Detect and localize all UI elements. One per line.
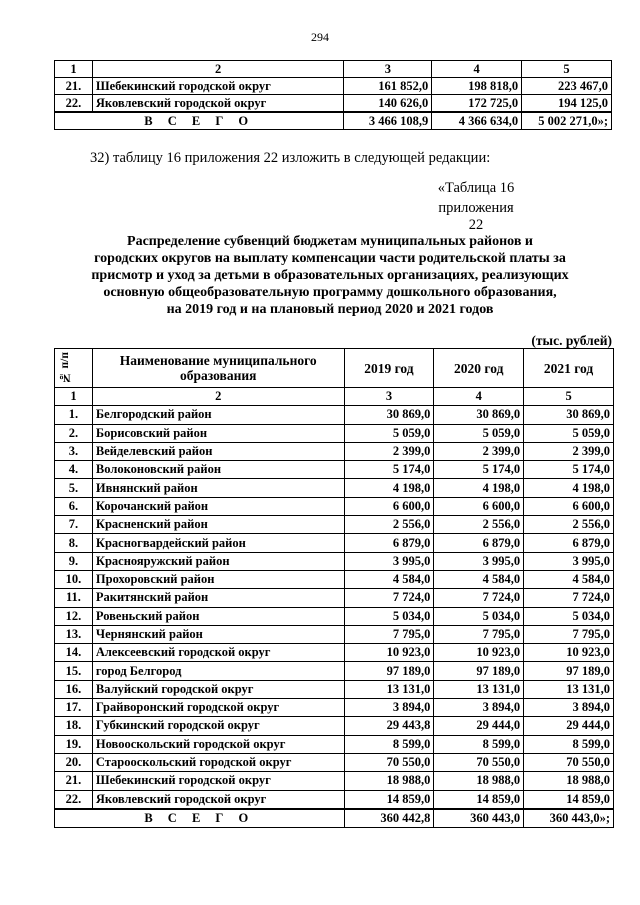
value-cell: 3 894,0 [434, 699, 524, 717]
row-number: 17. [55, 699, 93, 717]
value-cell: 2 399,0 [524, 442, 614, 460]
value-cell: 7 795,0 [344, 625, 434, 643]
table-row [55, 625, 614, 643]
row-name: Ровеньский район [92, 607, 344, 625]
row-name: Яковлевский городской округ [92, 95, 344, 113]
row-name: Грайворонский городской округ [92, 699, 344, 717]
header-2020: 2020 год [434, 349, 524, 388]
value-cell: 30 869,0 [344, 406, 434, 424]
header-number: № п/п [55, 349, 93, 388]
row-name: Борисовский район [92, 424, 344, 442]
value-cell: 8 599,0 [344, 735, 434, 753]
row-name: Краснояружский район [92, 552, 344, 570]
value-cell: 5 034,0 [524, 607, 614, 625]
table-row [55, 497, 614, 515]
value-cell: 3 894,0 [524, 699, 614, 717]
value-cell: 29 444,0 [434, 717, 524, 735]
title-line: на 2019 год и на плановый период 2020 и 2021 годов [166, 302, 494, 317]
row-number: 10. [55, 570, 93, 588]
row-number: 2. [55, 424, 93, 442]
row-name: Чернянский район [92, 625, 344, 643]
units-label: (тыс. рублей) [531, 333, 612, 348]
title-line: присмотр и уход за детьми в образовательных организациях, реализующих [91, 268, 569, 283]
row-number: 20. [55, 753, 93, 771]
value-cell: 70 550,0 [344, 753, 434, 771]
table-row [55, 95, 612, 113]
value-cell: 7 724,0 [434, 589, 524, 607]
total-value: 4 366 634,0 [432, 112, 522, 130]
title-line: городских округов на выплату компенсации части родительской платы за [94, 251, 566, 266]
value-cell: 4 198,0 [524, 479, 614, 497]
table-row [55, 442, 614, 460]
row-number: 1. [55, 406, 93, 424]
value-cell: 5 174,0 [344, 461, 434, 479]
table-row [55, 78, 612, 95]
column-number: 2 [92, 388, 344, 406]
total-value: 360 443,0 [434, 809, 524, 828]
value-cell: 194 125,0 [522, 95, 612, 113]
value-cell: 30 869,0 [434, 406, 524, 424]
row-number: 6. [55, 497, 93, 515]
value-cell: 18 988,0 [344, 772, 434, 790]
row-number: 5. [55, 479, 93, 497]
value-cell: 5 034,0 [344, 607, 434, 625]
total-value: 3 466 108,9 [344, 112, 432, 130]
value-cell: 18 988,0 [434, 772, 524, 790]
table-row [55, 424, 614, 442]
row-name: Корочанский район [92, 497, 344, 515]
row-name: Ивнянский район [92, 479, 344, 497]
total-label: В С Е Г О [55, 809, 345, 828]
value-cell: 97 189,0 [434, 662, 524, 680]
column-number: 2 [92, 61, 344, 78]
table-row [55, 552, 614, 570]
table-row [55, 753, 614, 771]
value-cell: 29 443,8 [344, 717, 434, 735]
value-cell: 4 584,0 [524, 570, 614, 588]
header-2019: 2019 год [344, 349, 434, 388]
column-number: 1 [55, 61, 93, 78]
row-name: Валуйский городской округ [92, 680, 344, 698]
value-cell: 3 995,0 [524, 552, 614, 570]
value-cell: 6 879,0 [524, 534, 614, 552]
value-cell: 5 174,0 [524, 461, 614, 479]
row-name: Старооскольский городской округ [92, 753, 344, 771]
value-cell: 70 550,0 [434, 753, 524, 771]
row-name: Новооскольский городской округ [92, 735, 344, 753]
row-name: Красненский район [92, 516, 344, 534]
page-number: 294 [311, 30, 329, 44]
table-title [60, 233, 600, 318]
value-cell: 8 599,0 [524, 735, 614, 753]
table-row [55, 589, 614, 607]
value-cell: 14 859,0 [434, 790, 524, 809]
table-caption-line1: «Таблица 16 [437, 180, 515, 196]
table-row [55, 717, 614, 735]
column-number-row [55, 61, 612, 78]
value-cell: 3 995,0 [344, 552, 434, 570]
value-cell: 6 879,0 [434, 534, 524, 552]
row-name: Губкинский городской округ [92, 717, 344, 735]
value-cell: 4 584,0 [344, 570, 434, 588]
row-number: 19. [55, 735, 93, 753]
value-cell: 4 198,0 [344, 479, 434, 497]
column-number-row [55, 388, 614, 406]
value-cell: 13 131,0 [524, 680, 614, 698]
value-cell: 6 600,0 [344, 497, 434, 515]
row-name: Красногвардейский район [92, 534, 344, 552]
row-name: Волоконовский район [92, 461, 344, 479]
column-number: 3 [344, 61, 432, 78]
value-cell: 3 894,0 [344, 699, 434, 717]
value-cell: 4 584,0 [434, 570, 524, 588]
value-cell: 7 724,0 [344, 589, 434, 607]
table-header-row [55, 349, 614, 388]
row-name: Ракитянский район [92, 589, 344, 607]
table-row [55, 735, 614, 753]
value-cell: 10 923,0 [434, 644, 524, 662]
row-name: Шебекинский городской округ [92, 772, 344, 790]
row-name: Алексеевский городской округ [92, 644, 344, 662]
row-number: 3. [55, 442, 93, 460]
value-cell: 4 198,0 [434, 479, 524, 497]
value-cell: 14 859,0 [344, 790, 434, 809]
total-value: 5 002 271,0»; [522, 112, 612, 130]
value-cell: 2 556,0 [434, 516, 524, 534]
table-row [55, 680, 614, 698]
table-row [55, 607, 614, 625]
value-cell: 7 795,0 [434, 625, 524, 643]
header-2021: 2021 год [524, 349, 614, 388]
title-line: основную общеобразовательную программу дошкольного образования, [103, 285, 557, 300]
value-cell: 70 550,0 [524, 753, 614, 771]
total-row [55, 809, 614, 828]
table-caption-line2: приложения 22 [438, 200, 514, 233]
value-cell: 5 059,0 [524, 424, 614, 442]
previous-table-fragment [54, 60, 612, 130]
value-cell: 13 131,0 [434, 680, 524, 698]
value-cell: 7 724,0 [524, 589, 614, 607]
table-row [55, 790, 614, 809]
instruction-text: 32) таблицу 16 приложения 22 изложить в следующей редакции: [90, 150, 491, 166]
value-cell: 2 399,0 [344, 442, 434, 460]
table-row [55, 534, 614, 552]
row-name: Вейделевский район [92, 442, 344, 460]
value-cell: 14 859,0 [524, 790, 614, 809]
main-table [54, 348, 614, 828]
value-cell: 161 852,0 [344, 78, 432, 95]
row-number: 21. [55, 772, 93, 790]
value-cell: 3 995,0 [434, 552, 524, 570]
value-cell: 8 599,0 [434, 735, 524, 753]
value-cell: 10 923,0 [524, 644, 614, 662]
value-cell: 18 988,0 [524, 772, 614, 790]
table-row [55, 516, 614, 534]
total-value: 360 443,0»; [524, 809, 614, 828]
total-value: 360 442,8 [344, 809, 434, 828]
value-cell: 223 467,0 [522, 78, 612, 95]
row-number: 9. [55, 552, 93, 570]
value-cell: 6 600,0 [434, 497, 524, 515]
value-cell: 6 879,0 [344, 534, 434, 552]
value-cell: 7 795,0 [524, 625, 614, 643]
value-cell: 97 189,0 [344, 662, 434, 680]
total-label: В С Е Г О [55, 112, 344, 130]
table-row [55, 662, 614, 680]
column-number: 4 [432, 61, 522, 78]
row-number: 18. [55, 717, 93, 735]
value-cell: 140 626,0 [344, 95, 432, 113]
column-number: 5 [522, 61, 612, 78]
row-number: 4. [55, 461, 93, 479]
row-name: город Белгород [92, 662, 344, 680]
table-row [55, 479, 614, 497]
value-cell: 97 189,0 [524, 662, 614, 680]
column-number: 4 [434, 388, 524, 406]
title-line: Распределение субвенций бюджетам муниципальных районов и [127, 234, 533, 249]
row-number: 11. [55, 589, 93, 607]
row-number: 8. [55, 534, 93, 552]
value-cell: 13 131,0 [344, 680, 434, 698]
column-number: 1 [55, 388, 93, 406]
table-row [55, 699, 614, 717]
value-cell: 5 059,0 [434, 424, 524, 442]
value-cell: 5 034,0 [434, 607, 524, 625]
table-row [55, 772, 614, 790]
value-cell: 2 556,0 [344, 516, 434, 534]
value-cell: 6 600,0 [524, 497, 614, 515]
row-number: 7. [55, 516, 93, 534]
value-cell: 5 174,0 [434, 461, 524, 479]
table-row [55, 570, 614, 588]
table-row [55, 406, 614, 424]
row-name: Яковлевский городской округ [92, 790, 344, 809]
row-number: 22. [55, 95, 93, 113]
row-number: 22. [55, 790, 93, 809]
header-name: Наименование муниципального образования [92, 349, 344, 388]
row-number: 12. [55, 607, 93, 625]
value-cell: 5 059,0 [344, 424, 434, 442]
row-name: Шебекинский городской округ [92, 78, 344, 95]
value-cell: 10 923,0 [344, 644, 434, 662]
value-cell: 2 399,0 [434, 442, 524, 460]
value-cell: 172 725,0 [432, 95, 522, 113]
row-number: 13. [55, 625, 93, 643]
row-number: 16. [55, 680, 93, 698]
value-cell: 30 869,0 [524, 406, 614, 424]
value-cell: 198 818,0 [432, 78, 522, 95]
row-number: 15. [55, 662, 93, 680]
table-row [55, 461, 614, 479]
value-cell: 29 444,0 [524, 717, 614, 735]
total-row [55, 112, 612, 130]
row-number: 21. [55, 78, 93, 95]
column-number: 5 [524, 388, 614, 406]
value-cell: 2 556,0 [524, 516, 614, 534]
column-number: 3 [344, 388, 434, 406]
table-row [55, 644, 614, 662]
row-number: 14. [55, 644, 93, 662]
row-name: Прохоровский район [92, 570, 344, 588]
row-name: Белгородский район [92, 406, 344, 424]
